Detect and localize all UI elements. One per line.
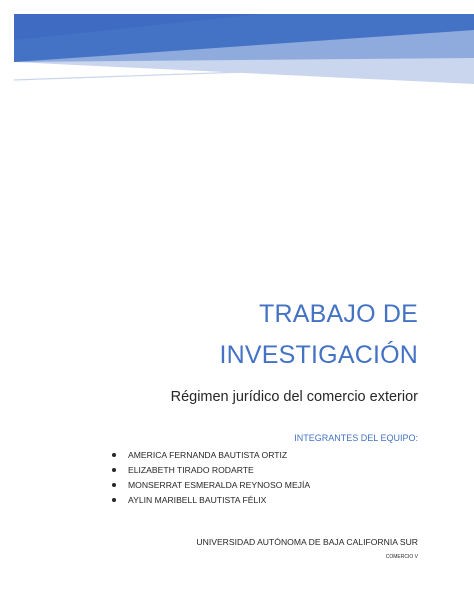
title-line-1: TRABAJO DE (259, 300, 418, 328)
list-item (112, 463, 310, 478)
member-name: MONSERRAT ESMERALDA REYNOSO MEJÍA (128, 480, 311, 490)
team-member-list (112, 448, 310, 508)
list-item (112, 478, 310, 493)
team-heading: INTEGRANTES DEL EQUIPO: (294, 433, 418, 443)
list-item (112, 493, 310, 508)
member-name: ELIZABETH TIRADO RODARTE (128, 465, 254, 475)
university-name: UNIVERSIDAD AUTÓNOMA DE BAJA CALIFORNIA SUR (196, 537, 418, 547)
header-decorative-banner (0, 0, 474, 100)
bullet-icon (112, 483, 116, 487)
bullet-icon (112, 498, 116, 502)
member-name: AMERICA FERNANDA BAUTISTA ORTIZ (128, 450, 288, 460)
member-name: AYLIN MARIBELL BAUTISTA FÉLIX (128, 495, 267, 505)
list-item (112, 448, 310, 463)
bullet-icon (112, 468, 116, 472)
bullet-icon (112, 453, 116, 457)
subtitle: Régimen jurídico del comercio exterior (170, 389, 418, 405)
title-line-2: INVESTIGACIÓN (219, 341, 418, 369)
course-name: COMERCIO V (385, 554, 418, 560)
